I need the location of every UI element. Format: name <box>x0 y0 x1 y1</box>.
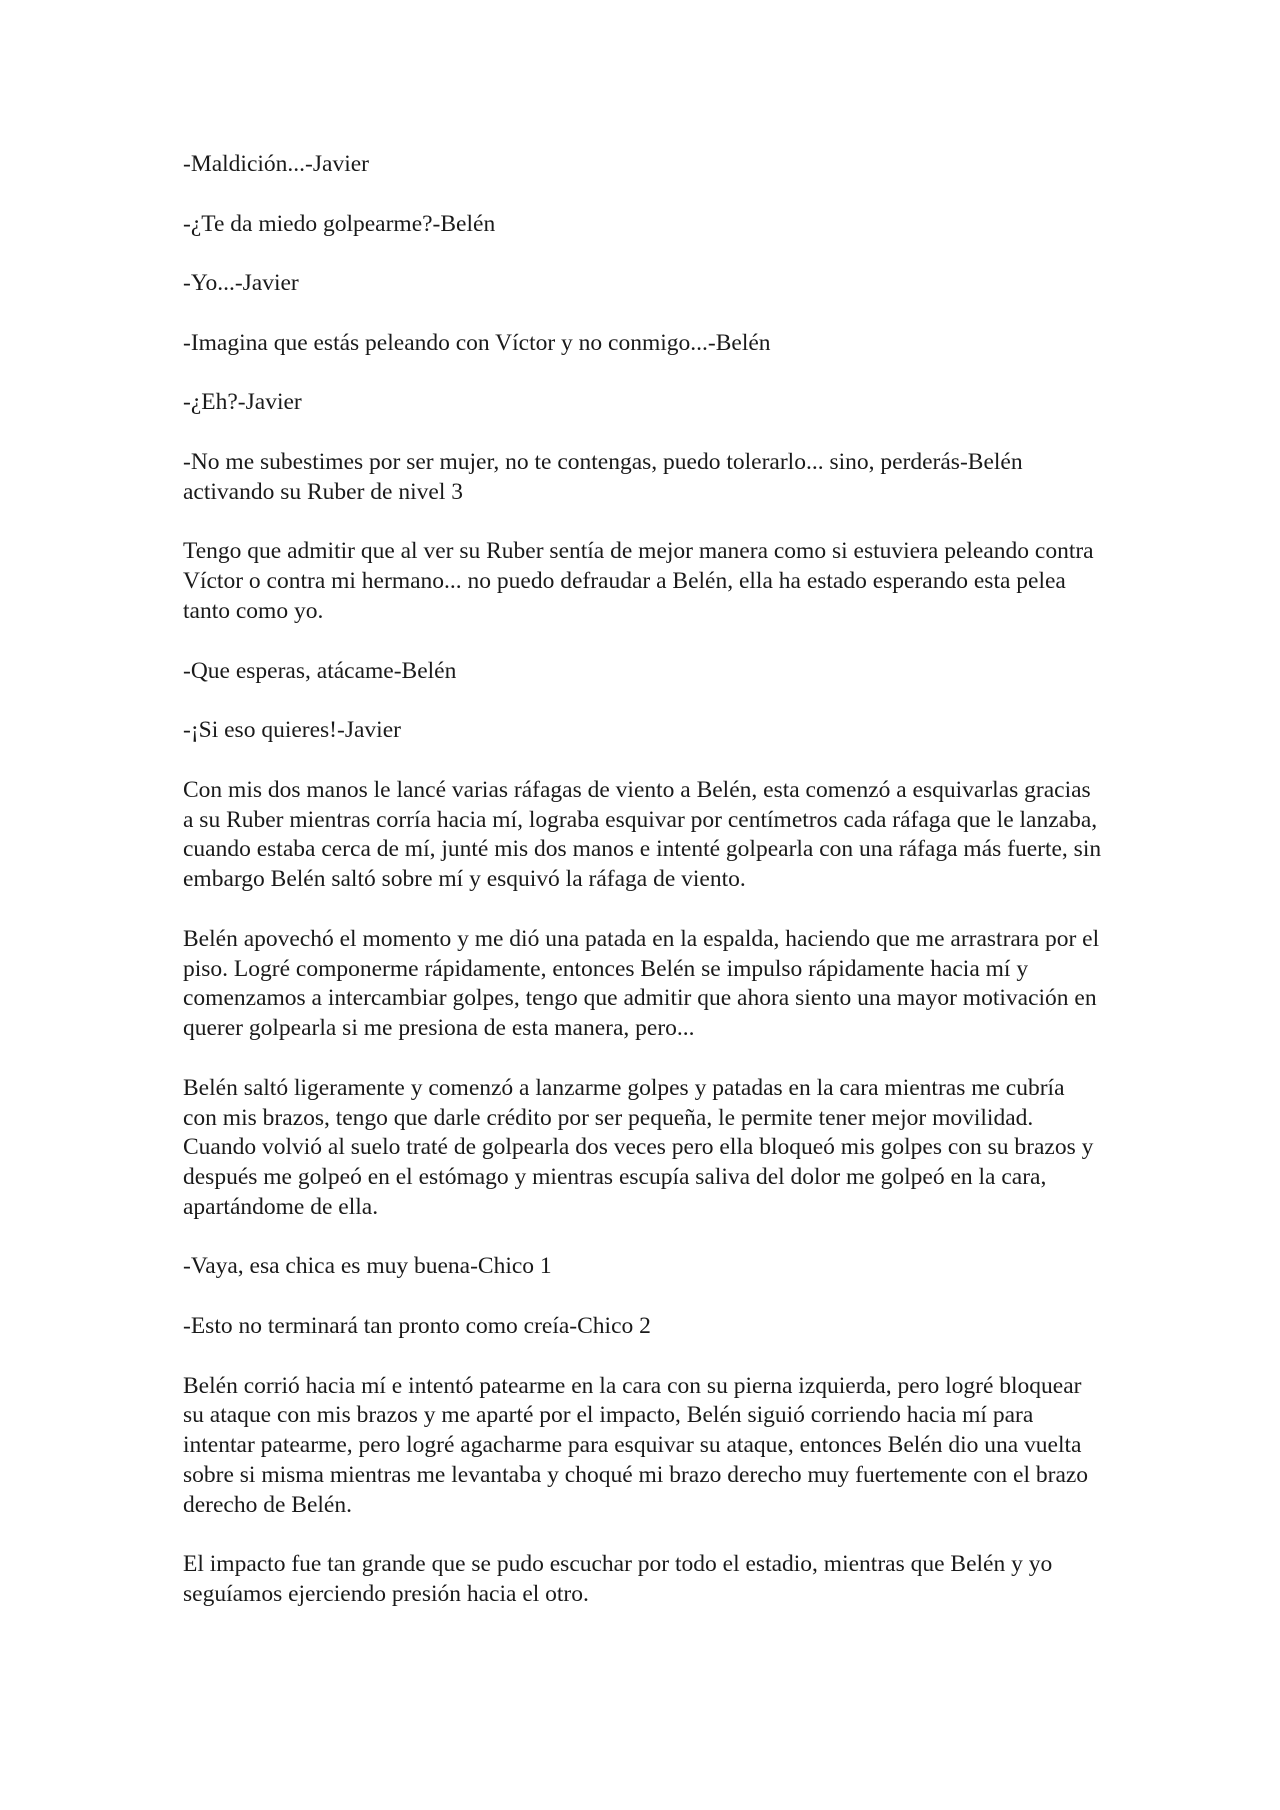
paragraph: -No me subestimes por ser mujer, no te contengas, puedo tolerarlo... sino, perderás-Belén activando su Ruber de nivel 3 <box>183 448 1023 505</box>
paragraph: -Imagina que estás peleando con Víctor y no conmigo...-Belén <box>183 329 771 356</box>
paragraph: -¿Eh?-Javier <box>183 389 302 416</box>
paragraph: El impacto fue tan grande que se pudo escuchar por todo el estadio, mientras que Belén y yo seguíamos ejerciendo presión hacia el otro. <box>183 1551 1053 1608</box>
paragraph: Belén corrió hacia mí e intentó patearme en la cara con su pierna izquierda, pero logré bloquear su ataque con mis brazos y me aparté por el impacto, Belén siguió corriendo hacia mí para intentar patearme, pero logré agacharme para esquivar su ataque, entonces Belén dio una vuelta sobre si misma mientras me levantaba y choqué mi brazo derecho muy fuertemente con el brazo derecho de Belén. <box>183 1372 1089 1518</box>
paragraph: Belén apovechó el momento y me dió una patada en la espalda, haciendo que me arrastrara por el piso. Logré componerme rápidamente, entonces Belén se impulso rápidamente hacia mí y comenzamos a intercambiar golpes, tengo que admitir que ahora siento una mayor motivación en querer golpearla si me presiona de esta manera, pero... <box>183 925 1100 1042</box>
paragraph: -Vaya, esa chica es muy buena-Chico 1 <box>183 1253 552 1280</box>
paragraph: -Esto no terminará tan pronto como creía-Chico 2 <box>183 1313 651 1340</box>
paragraph: Con mis dos manos le lancé varias ráfagas de viento a Belén, esta comenzó a esquivarlas gracias a su Ruber mientras corría hacia mí, lograba esquivar por centímetros cada ráfaga que le lanzaba, cuando estaba cerca de mí, junté mis dos manos e intenté golpearla con una ráfaga más fuerte, sin embargo Belén saltó sobre mí y esquivó la ráfaga de viento. <box>183 776 1102 893</box>
paragraph: Tengo que admitir que al ver su Ruber sentía de mejor manera como si estuviera peleando contra Víctor o contra mi hermano... no puedo defraudar a Belén, ella ha estado esperando esta pelea tanto como yo. <box>183 538 1094 624</box>
paragraph: Belén saltó ligeramente y comenzó a lanzarme golpes y patadas en la cara mientras me cubría con mis brazos, tengo que darle crédito por ser pequeña, le permite tener mejor movilidad. Cuando volvió al suelo traté de golpearla dos veces pero ella bloqueó mis golpes con su brazos y después me golpeó en el estómago y mientras escupía saliva del dolor me golpeó en la cara, apartándome de ella. <box>183 1074 1094 1220</box>
paragraph: -Que esperas, atácame-Belén <box>183 657 457 684</box>
document-body <box>183 150 1103 1640</box>
paragraph: -Yo...-Javier <box>183 270 299 297</box>
paragraph: -Maldición...-Javier <box>183 151 369 177</box>
paragraph: -¿Te da miedo golpearme?-Belén <box>183 210 496 237</box>
paragraph: -¡Si eso quieres!-Javier <box>183 717 401 744</box>
